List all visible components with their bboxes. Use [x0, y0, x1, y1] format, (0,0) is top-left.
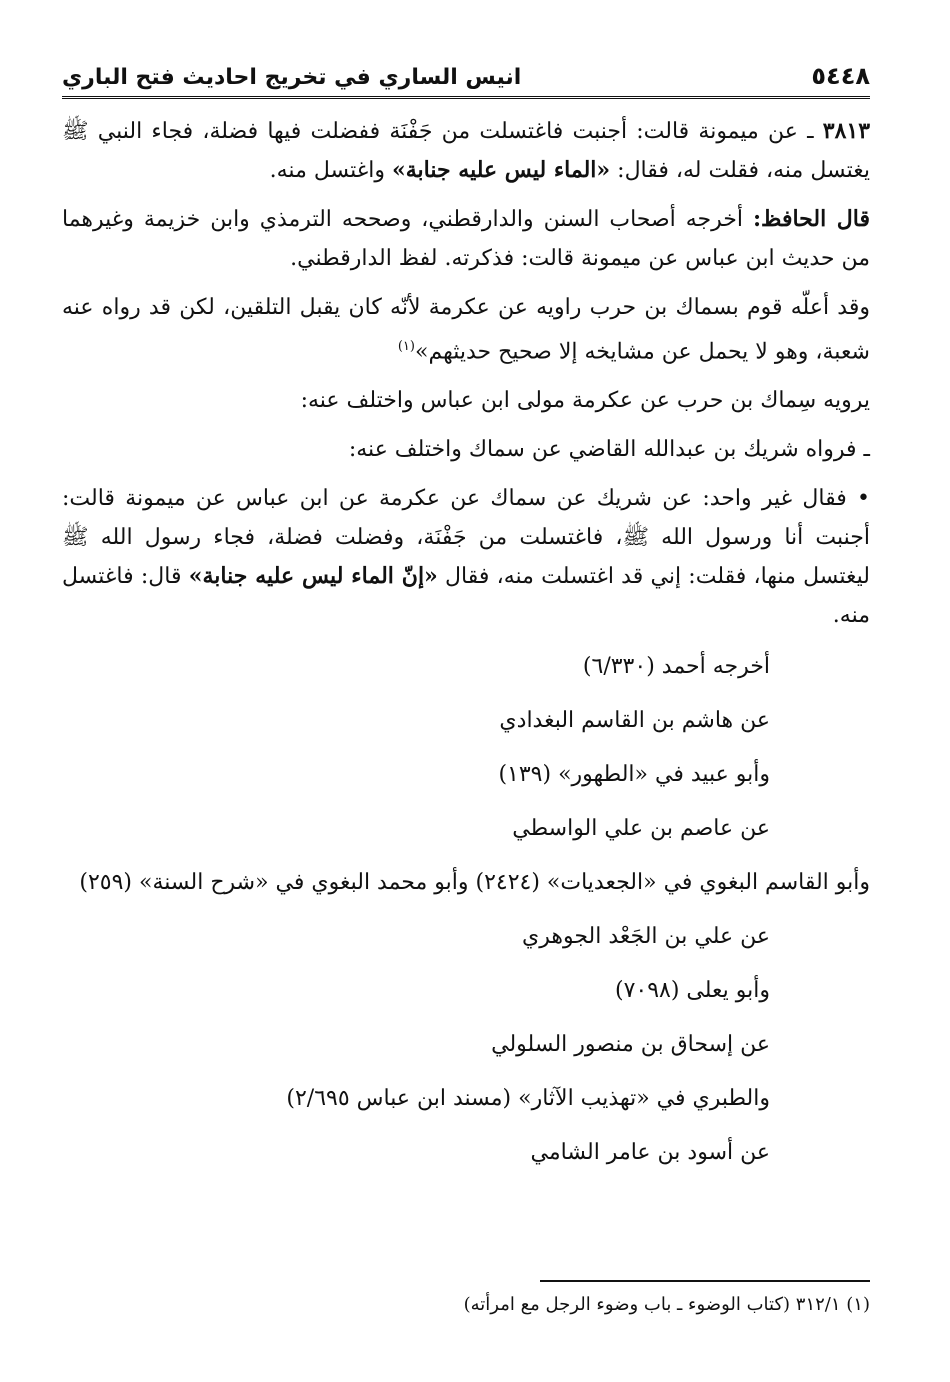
hafiz-label: قال الحافظ:	[752, 206, 870, 232]
chain-line: وأبو يعلى (٧٠٩٨)	[614, 978, 770, 1004]
ghayr-text-2: قال: فاغتسل منه.	[62, 564, 870, 629]
ghayr-paragraph	[62, 479, 870, 635]
ghayr-quote: «إنّ الماء ليس عليه جنابة»	[188, 563, 438, 590]
page-header	[62, 56, 870, 99]
chain-line: والطبري في «تهذيب الآثار» (مسند ابن عباس ٢/٦٩٥)	[286, 1086, 770, 1112]
footnote-separator	[540, 1280, 870, 1282]
page-number: ٥٤٤٨	[811, 62, 870, 90]
ghayr-text-1: • فقال غير واحد: عن شريك عن سماك عن عكرمة عن ابن عباس عن ميمونة قالت: أجنبت أنا ورسول الله ﷺ، فاغتسلت من جَفْنَة، وفضلت فضلة، فجاء رسول الله ﷺ ليغتسل منها، فقلت: إني قد اغتسلت منه، فقال	[62, 486, 870, 590]
illah-text: وقد أعلّه قوم بسماك بن حرب راويه عن عكرمة لأنّه كان يقبل التلقين، لكن قد رواه عنه شعبة، وهو لا يحمل عن مشايخه إلا صحيح حديثهم»	[62, 295, 870, 365]
sharik-paragraph: ـ فرواه شريك بن عبدالله القاضي عن سماك واختلف عنه:	[348, 437, 870, 463]
footnote-text: ٣١٢/١ (كتاب الوضوء ـ باب وضوء الرجل مع امرأته)	[463, 1294, 841, 1315]
page-body	[62, 112, 870, 1189]
chain-line: عن أسود بن عامر الشامي	[530, 1140, 770, 1166]
chain-line: وأبو القاسم البغوي في «الجعديات» (٢٤٢٤) وأبو محمد البغوي في «شرح السنة» (٢٥٩)	[79, 870, 870, 896]
chain-line: عن عاصم بن علي الواسطي	[512, 816, 770, 842]
hadith-text-2: واغتسل منه.	[269, 158, 393, 183]
chain-line: وأبو عبيد في «الطهور» (١٣٩)	[498, 762, 770, 788]
hadith-quote: «الماء ليس عليه جنابة»	[392, 157, 611, 183]
footnote-marker: (١)	[397, 339, 415, 354]
rawi-paragraph: يرويه سِماك بن حرب عن عكرمة مولى ابن عباس واختلف عنه:	[300, 388, 870, 414]
chain-line: عن علي بن الجَعْد الجوهري	[522, 924, 770, 950]
chain-line: عن هاشم بن القاسم البغدادي	[499, 708, 770, 734]
footnote	[62, 1290, 870, 1320]
footnote-mark: (١)	[846, 1294, 870, 1315]
hadith-paragraph	[62, 112, 870, 190]
hafiz-text: أخرجه أصحاب السنن والدارقطني، وصححه الترمذي وابن خزيمة وغيرهما من حديث ابن عباس عن ميمونة قالت: فذكرته. لفظ الدارقطني.	[62, 207, 870, 271]
chain-line: أخرجه أحمد (٦/٣٣٠)	[582, 654, 770, 680]
running-title: انيس الساري في تخريج احاديث فتح الباري	[62, 65, 522, 90]
hadith-number: ٣٨١٣	[822, 118, 871, 144]
chain-line: عن إسحاق بن منصور السلولي	[491, 1032, 770, 1058]
illah-paragraph	[62, 288, 870, 371]
isnad-chain	[62, 649, 870, 1171]
hadith-text-1: ـ عن ميمونة قالت: أجنبت فاغتسلت من جَفْنَة ففضلت فيها فضلة، فجاء النبي ﷺ يغتسل منه، فقلت له، فقال:	[62, 119, 870, 183]
hafiz-paragraph	[62, 200, 870, 278]
